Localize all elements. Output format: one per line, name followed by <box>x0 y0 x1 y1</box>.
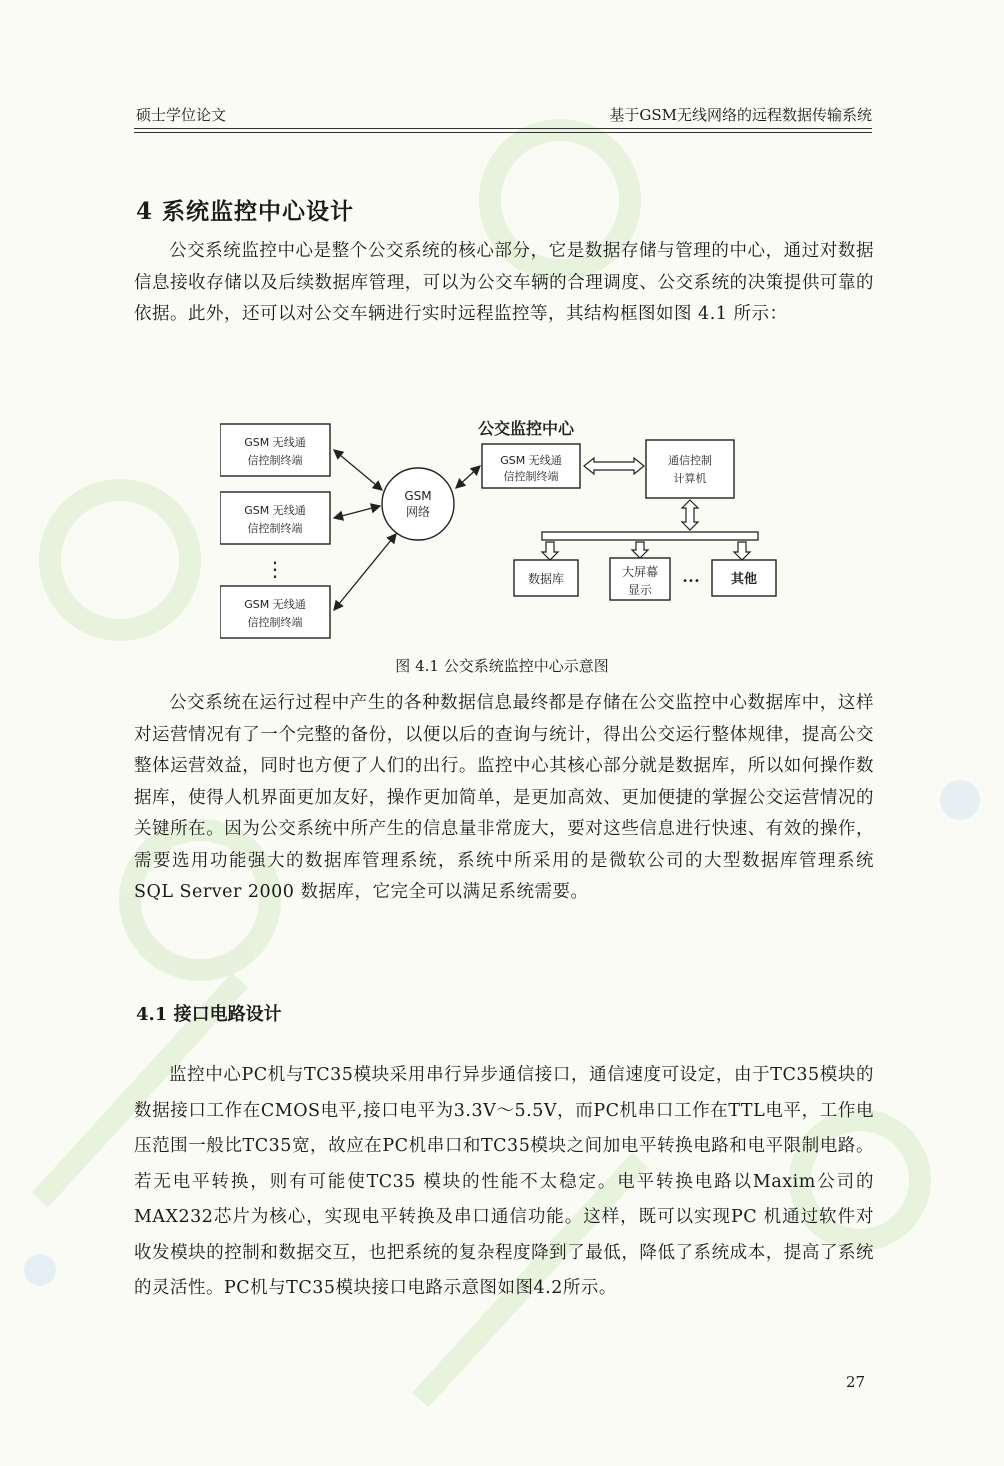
section-heading: 4 系统监控中心设计 <box>136 198 355 225</box>
terminal-1-line1: GSM 无线通 <box>244 436 306 449</box>
page-number: 27 <box>846 1373 866 1391</box>
running-header-left: 硕士学位论文 <box>136 106 227 124</box>
screen-line2: 显示 <box>627 583 653 597</box>
screen-line1: 大屏幕 <box>621 565 659 579</box>
terminal-box-2 <box>220 492 330 544</box>
terminal-1-line2: 信控制终端 <box>247 454 303 467</box>
figure-4-1-diagram <box>220 410 800 650</box>
center-terminal-line2: 信控制终端 <box>503 470 559 483</box>
database-label: 数据库 <box>527 572 565 586</box>
computer-box <box>646 440 734 498</box>
running-header-right: 基于GSM无线网络的远程数据传输系统 <box>609 106 872 124</box>
computer-line2: 计算机 <box>673 472 707 485</box>
center-terminal-line1: GSM 无线通 <box>500 454 562 467</box>
computer-line1: 通信控制 <box>668 454 712 467</box>
header-rule-top <box>134 128 872 129</box>
gsm-label-2: 网络 <box>405 505 431 519</box>
gsm-network-circle <box>382 468 454 540</box>
header-rule-bottom <box>134 132 872 133</box>
terminal-box-3 <box>220 586 330 638</box>
terminal-3-line1: GSM 无线通 <box>244 598 306 611</box>
body-paragraph: 公交系统在运行过程中产生的各种数据信息最终都是存储在公交监控中心数据库中，这样对运营情况有了一个完整的备份，以便以后的查询与统计，得出公交运行整体规律，提高公交整体运营效益，同时也方便了人们的出行。监控中心其核心部分就是数据库，所以如何操作数据库，使得人机界面更加友好，操作更加简单，是更加高效、更加便捷的掌握公交运营情况的关键所在。因为公交系统中所产生的信息量非常庞大，要对这些信息进行快速、有效的操作，需要选用功能强大的数据库管理系统，系统中所采用的是微软公司的大型数据库管理系统 SQL Server 2000 数据库，它完全可以满足系统需要。 <box>134 693 874 902</box>
terminal-ellipsis: ⋮ <box>265 557 285 581</box>
terminal-2-line2: 信控制终端 <box>247 522 303 535</box>
subsection-heading: 4.1 接口电路设计 <box>136 1004 282 1025</box>
other-label: 其他 <box>730 572 758 587</box>
data-bus <box>542 532 758 540</box>
terminal-box-1 <box>220 424 330 476</box>
intro-paragraph: 公交系统监控中心是整个公交系统的核心部分，它是数据存储与管理的中心，通过对数据信息接收存储以及后续数据库管理，可以为公交车辆的合理调度、公交系统的决策提供可靠的依据。此外，还可以对公交车辆进行实时远程监控等，其结构框图如图 4.1 所示： <box>134 241 874 324</box>
terminal-3-line2: 信控制终端 <box>247 616 303 629</box>
center-title: 公交监控中心 <box>478 419 575 438</box>
gsm-label-1: GSM <box>404 489 432 503</box>
terminal-2-line1: GSM 无线通 <box>244 504 306 517</box>
more-dots: ••• <box>682 576 700 587</box>
figure-caption: 图 4.1 公交系统监控中心示意图 <box>395 657 609 675</box>
interface-paragraph: 监控中心PC机与TC35模块采用串行异步通信接口，通信速度可设定，由于TC35模块的数据接口工作在CMOS电平,接口电平为3.3V～5.5V，而PC机串口工作在TTL电平，工作电压范围一般比TC35宽，故应在PC机串口和TC35模块之间加电平转换电路和电平限制电路。若无电平转换，则有可能使TC35 模块的性能不太稳定。电平转换电路以Maxim公司的MAX232芯片为核心，实现电平转换及串口通信功能。这样，既可以实现PC 机通过软件对收发模块的控制和数据交互，也把系统的复杂程度降到了最低，降低了系统成本，提高了系统的灵活性。PC机与TC35模块接口电路示意图如图4.2所示。 <box>134 1065 874 1298</box>
